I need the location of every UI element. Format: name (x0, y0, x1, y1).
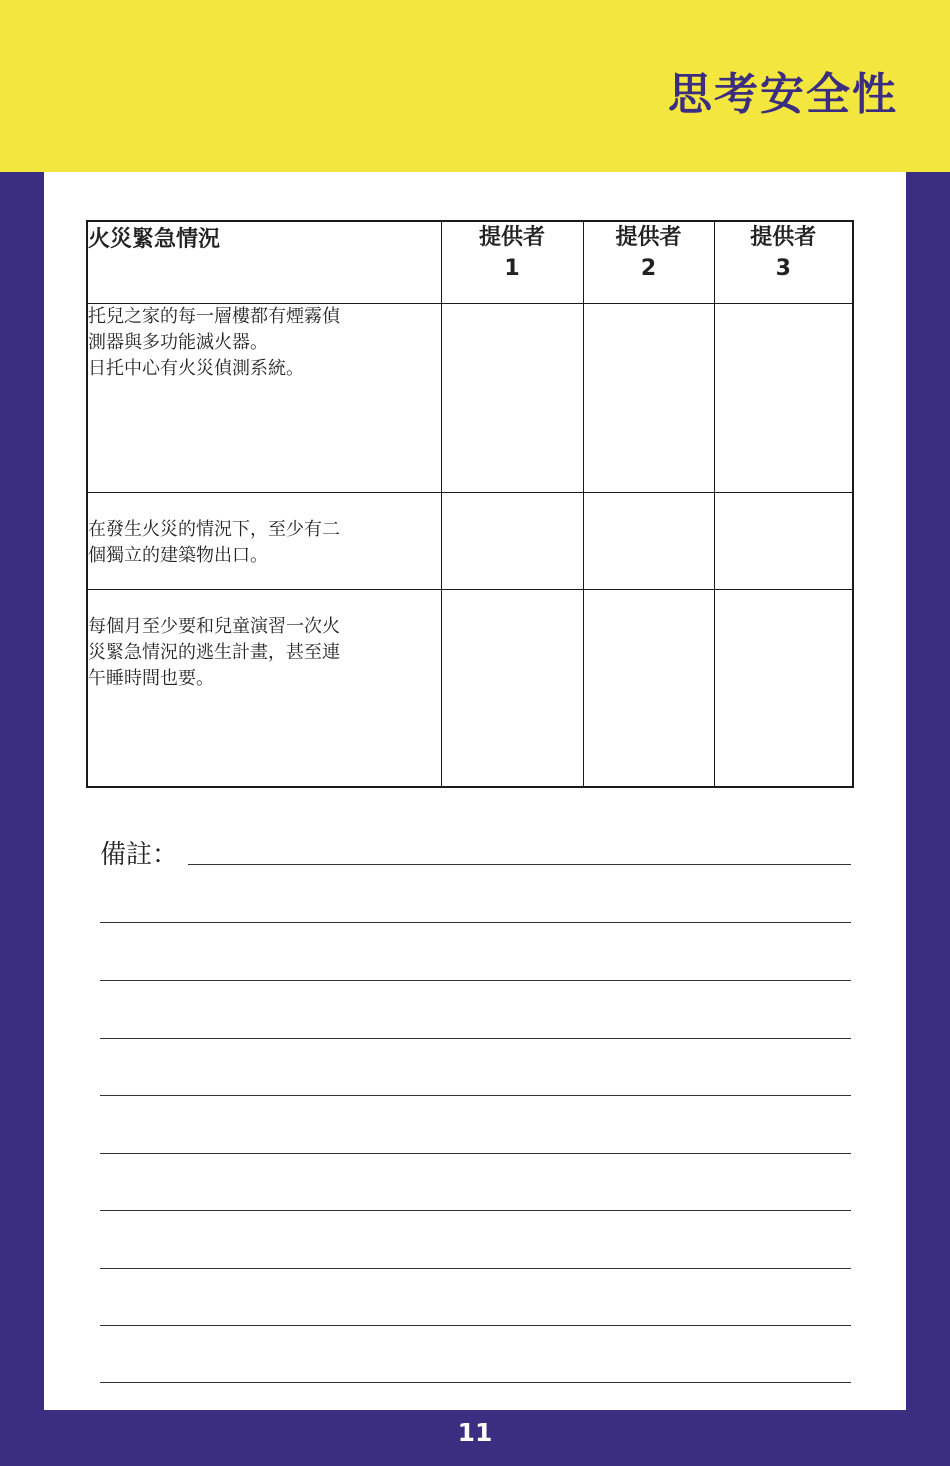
table-row (87, 492, 853, 589)
column-header-provider-2 (583, 221, 714, 303)
item-line: 災緊急情況的逃生計畫，甚至連 (88, 641, 340, 663)
provider-3-cell[interactable] (714, 303, 853, 492)
provider-2-cell[interactable] (583, 492, 714, 589)
provider-number: 1 (504, 256, 520, 281)
column-header-fire-emergency: 火災緊急情況 (87, 221, 441, 303)
notes-label: 備註： (100, 840, 179, 870)
provider-2-cell[interactable] (583, 303, 714, 492)
header-banner (0, 0, 950, 172)
page-number: 11 (457, 1418, 493, 1447)
table-row (87, 589, 853, 787)
provider-3-cell[interactable] (714, 492, 853, 589)
provider-2-cell[interactable] (583, 589, 714, 787)
notes-write-line[interactable] (100, 1268, 851, 1269)
provider-1-cell[interactable] (441, 589, 583, 787)
column-header-provider-1 (441, 221, 583, 303)
notes-write-line[interactable] (100, 1095, 851, 1096)
provider-label: 提供者 (750, 225, 817, 250)
item-line: 個獨立的建築物出口。 (88, 544, 268, 566)
page-title: 思考安全性 (668, 69, 898, 120)
notes-write-line[interactable] (100, 1153, 851, 1154)
provider-number: 2 (640, 256, 657, 281)
table-header-row (87, 221, 853, 303)
item-line: 午睡時間也要。 (88, 667, 214, 689)
item-line: 日托中心有火災偵測系統。 (88, 357, 304, 379)
provider-label: 提供者 (615, 225, 682, 250)
notes-write-line[interactable] (100, 1038, 851, 1039)
notes-write-line[interactable] (188, 864, 851, 865)
table-row (87, 303, 853, 492)
column-header-provider-3 (714, 221, 853, 303)
notes-write-line[interactable] (100, 1325, 851, 1326)
row-item-text (87, 492, 441, 589)
item-line: 托兒之家的每一層樓都有煙霧偵 (88, 305, 340, 327)
row-item-text (87, 303, 441, 492)
provider-number: 3 (775, 256, 791, 281)
notes-write-line[interactable] (100, 1382, 851, 1383)
notes-write-line[interactable] (100, 922, 851, 923)
provider-1-cell[interactable] (441, 303, 583, 492)
notes-write-line[interactable] (100, 980, 851, 981)
provider-label: 提供者 (478, 225, 545, 250)
row-item-text (87, 589, 441, 787)
fire-safety-checklist-table (86, 220, 854, 788)
content-panel (44, 172, 906, 1410)
item-line: 每個月至少要和兒童演習一次火 (88, 615, 340, 637)
item-line: 在發生火災的情況下，至少有二 (88, 518, 340, 540)
provider-1-cell[interactable] (441, 492, 583, 589)
item-line: 測器與多功能滅火器。 (88, 331, 268, 353)
notes-write-line[interactable] (100, 1210, 851, 1211)
provider-3-cell[interactable] (714, 589, 853, 787)
